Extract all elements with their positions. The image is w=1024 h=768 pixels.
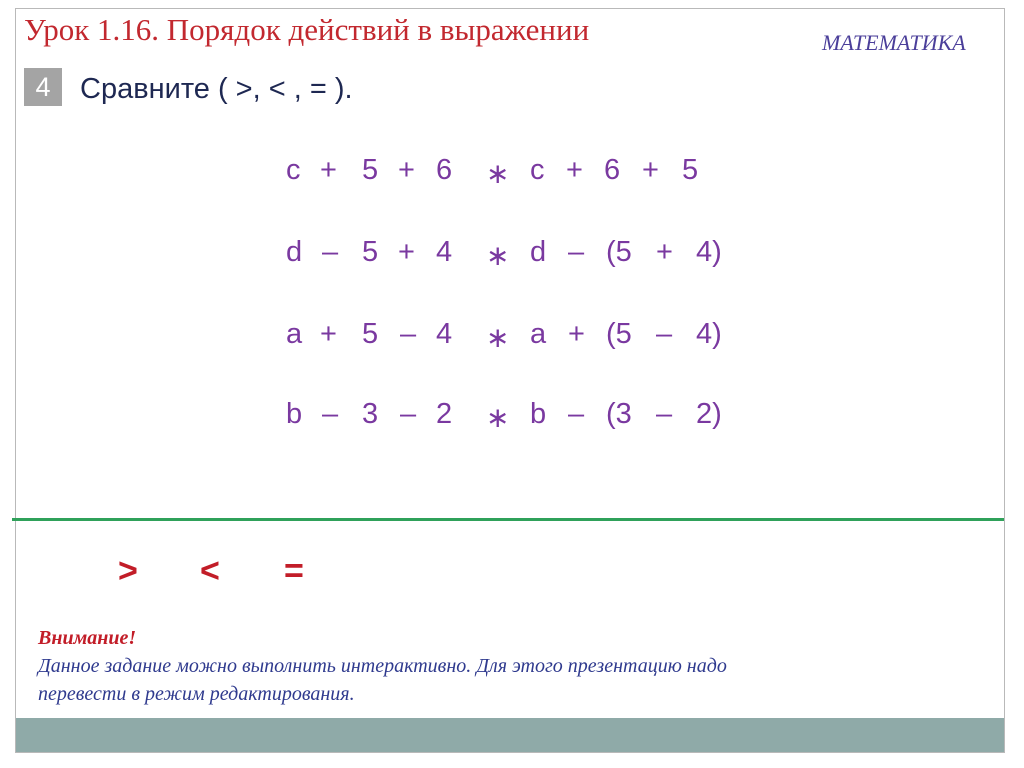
note-title: Внимание! — [38, 627, 137, 649]
attention-note — [38, 624, 778, 708]
expr-token: + — [568, 318, 585, 350]
expr-token: 3 — [362, 398, 379, 430]
expr-token: + — [320, 318, 337, 350]
expr-token: + — [566, 154, 583, 186]
expr-token: 5 — [362, 236, 379, 268]
comparison-placeholder[interactable]: ∗ — [486, 158, 510, 189]
lesson-title: Урок 1.16. Порядок действий в выражении — [24, 12, 590, 47]
expr-token: a — [530, 318, 547, 350]
task-prompt: Сравните ( >, < , = ). — [80, 73, 353, 105]
expr-token: 4) — [696, 318, 722, 350]
note-text: Данное задание можно выполнить интерактивно. Для этого презентацию надо перевести в режим редактирования. — [38, 655, 727, 705]
expr-token: – — [400, 398, 417, 430]
subject-label: МАТЕМАТИКА — [822, 30, 966, 55]
expr-token: – — [400, 318, 417, 350]
comparison-placeholder[interactable]: ∗ — [486, 402, 510, 433]
expr-token: 6 — [604, 154, 621, 186]
expr-token: 2 — [436, 398, 453, 430]
expr-token: a — [286, 318, 303, 350]
expr-token: (5 — [606, 318, 632, 350]
expr-token: – — [322, 398, 339, 430]
expr-token: d — [286, 236, 303, 268]
footer-bar — [16, 718, 1004, 752]
expr-token: d — [530, 236, 547, 268]
expr-token: + — [320, 154, 337, 186]
expr-token: 2) — [696, 398, 722, 430]
expr-token: 4 — [436, 236, 453, 268]
expr-token: c — [286, 154, 301, 186]
expr-token: (3 — [606, 398, 632, 430]
expr-token: 6 — [436, 154, 453, 186]
expr-token: + — [398, 154, 415, 186]
expr-token: b — [530, 398, 547, 430]
expr-token: + — [398, 236, 415, 268]
comparison-placeholder[interactable]: ∗ — [486, 322, 510, 353]
expr-token: – — [656, 318, 673, 350]
equals-symbol[interactable]: = — [284, 552, 304, 590]
expr-token: (5 — [606, 236, 632, 268]
task-number-badge: 4 — [24, 68, 62, 106]
expr-token: 4) — [696, 236, 722, 268]
expr-token: – — [656, 398, 673, 430]
expr-token: – — [568, 236, 585, 268]
expr-token: – — [568, 398, 585, 430]
expr-token: 5 — [682, 154, 699, 186]
expr-token: 5 — [362, 154, 379, 186]
expr-token: b — [286, 398, 303, 430]
comparison-placeholder[interactable]: ∗ — [486, 240, 510, 271]
expr-token: 4 — [436, 318, 453, 350]
less-than-symbol[interactable]: < — [200, 552, 220, 590]
section-divider — [12, 518, 1004, 521]
expr-token: 5 — [362, 318, 379, 350]
expr-token: + — [656, 236, 673, 268]
expr-token: + — [642, 154, 659, 186]
expr-token: – — [322, 236, 339, 268]
greater-than-symbol[interactable]: > — [118, 552, 138, 590]
expr-token: c — [530, 154, 545, 186]
